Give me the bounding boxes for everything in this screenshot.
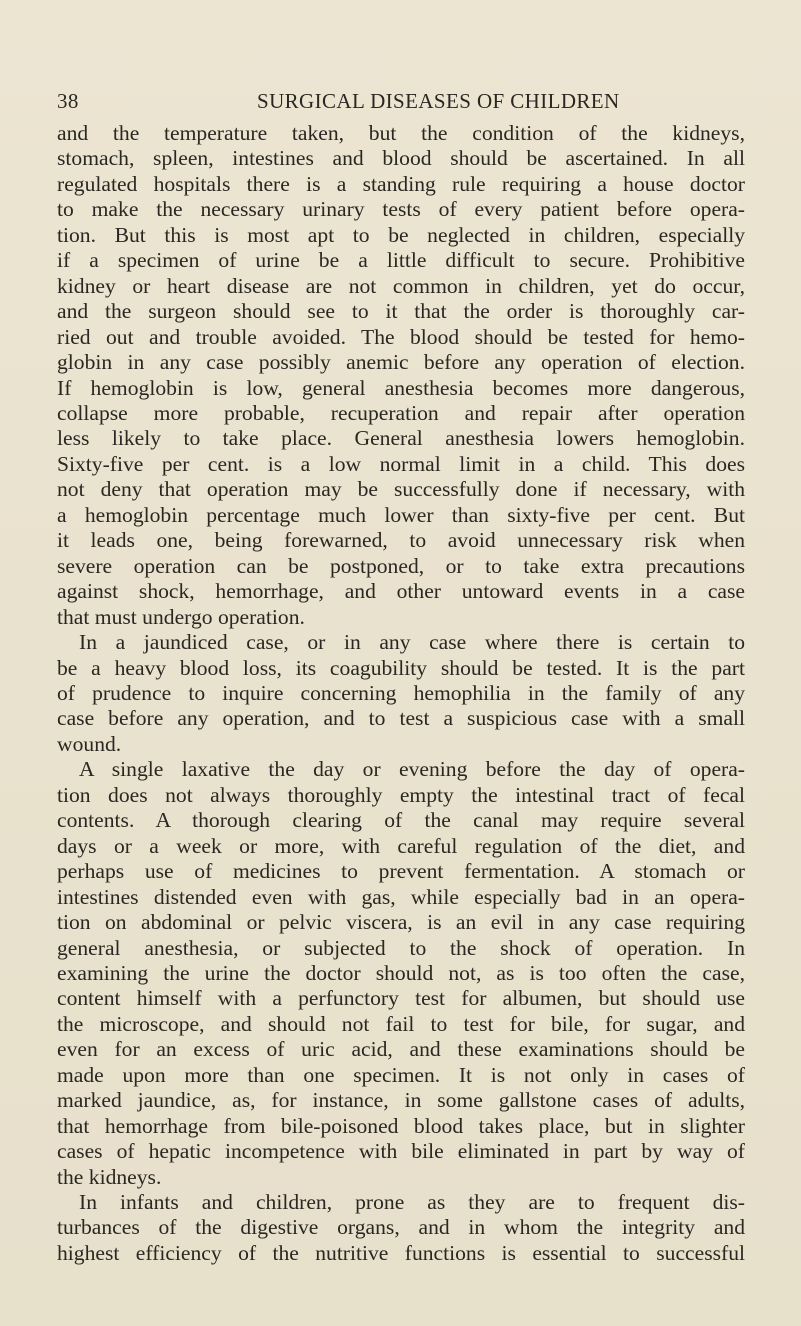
running-title: SURGICAL DISEASES OF CHILDREN [257, 89, 620, 113]
text-line: tion. But this is most apt to be neglected in children, especially [57, 222, 745, 247]
text-line: intestines distended even with gas, while especially bad in an opera- [57, 884, 745, 909]
text-line: marked jaundice, as, for instance, in some gallstone cases of adults, [57, 1088, 745, 1113]
text-line: contents. A thorough clearing of the canal may require several [57, 808, 745, 833]
text-line: and the surgeon should see to it that the order is thoroughly car- [57, 299, 745, 324]
page-number: 38 [57, 89, 79, 113]
body-text [57, 121, 745, 1266]
text-line: a hemoglobin percentage much lower than sixty-five per cent. But [57, 502, 745, 527]
text-line: severe operation can be postponed, or to take extra precautions [57, 553, 745, 578]
text-line: tion does not always thoroughly empty the intestinal tract of fecal [57, 782, 745, 807]
text-line: made upon more than one specimen. It is not only in cases of [57, 1062, 745, 1087]
text-line: globin in any case possibly anemic before any operation of election. [57, 350, 745, 375]
text-line: In a jaundiced case, or in any case where there is certain to [79, 630, 745, 655]
text-line: that hemorrhage from bile-poisoned blood takes place, but in slighter [57, 1113, 745, 1138]
text-line: cases of hepatic incompetence with bile eliminated in part by way of [57, 1139, 745, 1164]
page-header [57, 86, 757, 116]
text-line: and the temperature taken, but the condition of the kidneys, [57, 121, 745, 145]
text-line: of prudence to inquire concerning hemophilia in the family of any [57, 680, 745, 705]
text-line: even for an excess of uric acid, and these examinations should be [57, 1037, 745, 1062]
text-line: not deny that operation may be successfully done if necessary, with [57, 477, 745, 502]
text-line: highest efficiency of the nutritive functions is essential to successful [57, 1240, 745, 1265]
text-line: if a specimen of urine be a little difficult to secure. Prohibitive [57, 248, 745, 273]
text-line: case before any operation, and to test a suspicious case with a small [57, 706, 745, 731]
text-line: perhaps use of medicines to prevent fermentation. A stomach or [57, 859, 745, 884]
text-line: In infants and children, prone as they are to frequent dis- [79, 1190, 745, 1215]
text-line: turbances of the digestive organs, and in whom the integrity and [57, 1215, 745, 1240]
text-line: be a heavy blood loss, its coagubility should be tested. It is the part [57, 655, 745, 680]
text-line: general anesthesia, or subjected to the shock of operation. In [57, 935, 745, 960]
text-line: the kidneys. [57, 1164, 162, 1189]
text-line: wound. [57, 731, 122, 756]
text-line: tion on abdominal or pelvic viscera, is an evil in any case requiring [57, 910, 745, 935]
text-line: collapse more probable, recuperation and repair after operation [57, 400, 745, 425]
text-line: Sixty-five per cent. is a low normal limit in a child. This does [57, 451, 745, 476]
text-line: it leads one, being forewarned, to avoid unnecessary risk when [57, 528, 745, 553]
text-line: If hemoglobin is low, general anesthesia becomes more dangerous, [57, 375, 745, 400]
text-line: regulated hospitals there is a standing rule requiring a house doctor [57, 171, 745, 196]
text-line: kidney or heart disease are not common in children, yet do occur, [57, 273, 745, 298]
text-line: days or a week or more, with careful regulation of the diet, and [57, 833, 745, 858]
text-line: against shock, hemorrhage, and other untoward events in a case [57, 579, 745, 604]
text-line: A single laxative the day or evening before the day of opera- [79, 757, 745, 782]
text-line: to make the necessary urinary tests of every patient before opera- [57, 197, 745, 222]
text-line: the microscope, and should not fail to test for bile, for sugar, and [57, 1011, 745, 1036]
text-line: content himself with a perfunctory test for albumen, but should use [57, 986, 745, 1011]
text-line: examining the urine the doctor should not, as is too often the case, [57, 960, 745, 985]
text-line: stomach, spleen, intestines and blood should be ascertained. In all [57, 146, 745, 171]
text-line: that must undergo operation. [57, 604, 305, 629]
text-line: less likely to take place. General anesthesia lowers hemoglobin. [57, 426, 745, 451]
text-line: ried out and trouble avoided. The blood should be tested for hemo- [57, 324, 745, 349]
